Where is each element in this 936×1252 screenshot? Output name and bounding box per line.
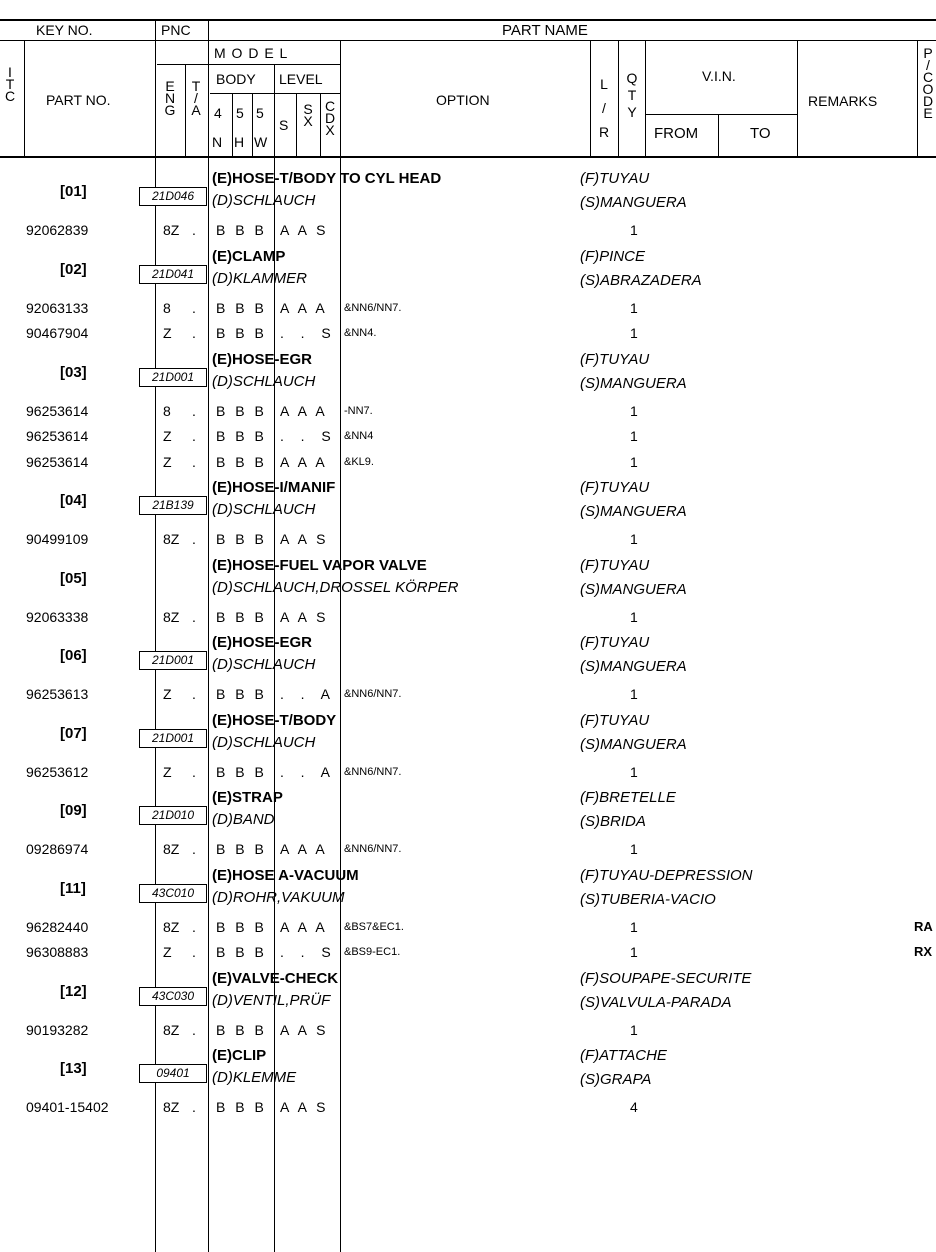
column-rule [296,93,297,156]
part-name-french: (F)TUYAU [580,350,650,368]
quantity: 1 [630,428,638,444]
eng-header [164,80,176,116]
pnc-code-box: 21D046 [139,187,207,206]
part-number: 92063133 [26,299,89,316]
quantity: 1 [630,944,638,960]
body-subcolumn-label: 5 [256,105,264,121]
header-letter: X [303,113,313,129]
column-rule [340,40,341,1252]
ta-code: . [192,428,196,444]
part-name-french: (F)SOUPAPE-SECURITE [580,969,752,987]
part-name-header: PART NAME [502,22,588,39]
quantity: 1 [630,686,638,702]
option-code: &NN6/NN7. [344,765,402,778]
level-codes: A A S [280,222,329,238]
header-letter: X [325,122,335,138]
part-number: 09401-15402 [26,1099,109,1115]
header-letter: P [923,45,933,61]
header-letter: R [598,124,610,140]
level-codes: A A A [280,299,328,316]
part-name-english: (E)CLIP [212,1047,267,1064]
body-codes: B B B [216,453,267,470]
column-rule [618,40,619,156]
header-letter: C [4,88,16,104]
engine-code: 8Z [163,1099,180,1115]
part-name-spanish: (S)MANGUERA [580,374,687,392]
header-letter: C [922,69,934,85]
part-name-english: (E)HOSE-T/BODY TO CYL HEAD [212,170,442,187]
level-header: LEVEL [279,71,323,87]
header-letter: A [191,102,201,118]
body-codes: B B B [216,918,267,935]
quantity: 1 [630,608,638,625]
header-letter: T [191,78,201,94]
part-name-french: (F)TUYAU-DEPRESSION [580,866,753,884]
ta-code: . [192,1021,196,1038]
part-number: 92062839 [26,222,89,238]
level-codes: . . A [280,763,333,780]
key-number: [01] [60,183,87,200]
vin-to-header: TO [750,125,771,142]
body-codes: B B B [216,841,267,857]
quantity: 1 [630,222,638,238]
header-letter: I [8,64,12,80]
level-codes: . . S [280,428,334,444]
remarks-header: REMARKS [808,93,878,109]
part-number: 96282440 [26,918,89,935]
engine-code: 8Z [163,222,180,238]
body-subcolumn-label: 5 [236,105,244,121]
column-rule [590,40,591,156]
engine-code: 8Z [163,918,180,935]
part-name-english: (E)HOSE-FUEL VAPOR VALVE [212,556,427,574]
header-letter: / [926,57,930,73]
pnc-code-box: 21D001 [139,368,207,387]
body-codes: B B B [216,1021,267,1038]
pnc-header: PNC [161,22,191,38]
part-name-french: (F)TUYAU [580,711,650,729]
header-letter: T [5,76,15,92]
rule [0,156,936,158]
key-number: [04] [60,492,87,509]
level-s-header: S [279,117,289,133]
header-letter: / [194,90,198,106]
part-name-spanish: (S)GRAPA [580,1071,652,1088]
part-name-spanish: (S)MANGUERA [580,658,687,675]
column-rule [232,93,233,156]
key-number: [09] [60,802,87,819]
column-rule [917,40,918,156]
part-name-english: (E)HOSE-I/MANIF [212,479,336,496]
quantity: 1 [630,531,638,547]
rule [0,19,936,21]
key-no-header: KEY NO. [36,22,93,38]
ta-code: . [192,944,196,960]
quantity: 1 [630,841,638,857]
part-name-german: (D)SCHLAUCH,DROSSEL KÖRPER [212,578,459,596]
part-name-spanish: (S)VALVULA-PARADA [580,993,732,1011]
part-name-english: (E)VALVE-CHECK [212,969,339,987]
body-subcolumn-label: N [212,134,223,150]
key-number: [05] [60,569,87,587]
part-name-spanish: (S)TUBERIA-VACIO [580,890,716,908]
body-codes: B B B [216,608,267,625]
part-name-english: (E)HOSE-T/BODY [212,711,337,729]
body-codes: B B B [216,1099,267,1115]
part-name-french: (F)BRETELLE [580,789,676,806]
part-number: 09286974 [26,841,89,857]
part-name-english: (E)STRAP [212,789,283,806]
body-codes: B B B [216,944,267,960]
engine-code: 8Z [163,1021,180,1038]
engine-code: Z [163,325,172,341]
quantity: 1 [630,402,638,419]
part-name-german: (D)SCHLAUCH [212,192,316,209]
part-name-french: (F)ATTACHE [580,1047,667,1064]
option-code: &BS9-EC1. [344,946,401,958]
header-letter: E [165,78,175,94]
ta-code: . [192,841,196,857]
engine-code: Z [163,453,172,470]
part-name-spanish: (S)ABRAZADERA [580,271,702,289]
part-name-german: (D)ROHR,VAKUUM [212,888,345,906]
part-name-spanish: (S)MANGUERA [580,580,687,598]
pnc-code-box: 43C030 [139,987,207,1006]
key-number: [03] [60,363,87,381]
key-number: [02] [60,260,87,278]
qty-header [626,70,638,121]
ta-code: . [192,763,196,780]
header-letter: C [324,98,336,114]
column-rule [185,64,186,156]
header-letter: D [922,93,934,109]
part-name-french: (F)TUYAU [580,634,650,651]
part-name-german: (D)KLEMME [212,1069,297,1086]
body-codes: B B B [216,402,267,419]
quantity: 1 [630,325,638,341]
ta-header [190,80,202,116]
part-name-spanish: (S)BRIDA [580,813,646,830]
header-letter: G [164,102,176,118]
key-number: [07] [60,724,87,742]
body-header: BODY [216,71,256,87]
column-rule [645,40,646,156]
body-subcolumn-label: W [254,134,268,150]
pnc-code-box: 21D041 [139,265,207,284]
quantity: 4 [630,1099,638,1115]
engine-code: 8 [163,299,171,316]
header-letter: E [923,105,933,121]
part-name-german: (D)SCHLAUCH [212,501,316,518]
level-codes: A A A [280,918,328,935]
ta-code: . [192,299,196,316]
level-codes: A A S [280,531,329,547]
header-letter: S [303,101,313,117]
ta-code: . [192,453,196,470]
key-number: [12] [60,982,87,1000]
part-name-french: (F)TUYAU [580,479,650,496]
option-code: &BS7&EC1. [344,920,404,933]
column-rule [320,93,321,156]
rule [645,114,797,115]
engine-code: Z [163,763,172,780]
quantity: 1 [630,453,638,470]
remark-code: RX [914,944,933,959]
part-name-french: (F)PINCE [580,247,645,265]
option-code: &NN6/NN7. [344,843,402,855]
level-cdx-header [324,100,336,136]
header-letter: D [324,110,336,126]
part-name-spanish: (S)MANGUERA [580,194,687,211]
option-code: &NN4. [344,327,377,339]
ta-code: . [192,918,196,935]
part-name-french: (F)TUYAU [580,170,650,187]
pnc-code-box: 21D001 [139,729,207,748]
header-letter: L [600,76,608,92]
engine-code: Z [163,428,172,444]
vin-from-header: FROM [654,125,699,142]
vin-header: V.I.N. [702,68,736,84]
part-number: 96308883 [26,944,89,960]
model-header: M O D E L [214,45,289,61]
level-codes: . . S [280,325,334,341]
part-number: 96253614 [26,402,89,419]
column-rule [718,114,719,156]
itc-header [4,66,16,102]
part-name-german: (D)KLAMMER [212,269,308,287]
ta-code: . [192,222,196,238]
pnc-code-box: 21D010 [139,806,207,825]
body-codes: B B B [216,763,267,780]
part-number: 90193282 [26,1021,89,1038]
quantity: 1 [630,299,638,316]
option-code: -NN7. [344,404,373,417]
ta-code: . [192,686,196,702]
part-name-english: (E)HOSE A-VACUUM [212,866,359,884]
lr-header [598,72,610,144]
level-codes: . . A [280,686,333,702]
engine-code: 8 [163,402,171,419]
part-name-english: (E)CLAMP [212,247,286,265]
part-number: 90467904 [26,325,89,341]
part-name-spanish: (S)MANGUERA [580,503,687,520]
quantity: 1 [630,763,638,780]
rule [0,40,936,41]
key-number: [06] [60,647,87,664]
column-rule [208,19,209,1252]
pnc-code-box: 09401 [139,1064,207,1083]
part-name-german: (D)SCHLAUCH [212,656,316,673]
quantity: 1 [630,1021,638,1038]
engine-code: 8Z [163,608,180,625]
level-codes: A A A [280,402,328,419]
key-number: [11] [60,879,86,897]
option-code: &NN4 [344,430,374,442]
part-number: 96253614 [26,428,89,444]
part-name-german: (D)VENTIL,PRÜF [212,991,331,1009]
header-letter: O [922,81,934,97]
column-rule [252,93,253,156]
part-name-english: (E)HOSE-EGR [212,350,313,368]
column-rule [24,40,25,156]
part-name-german: (D)BAND [212,811,275,828]
pnc-code-box: 21B139 [139,496,207,515]
remark-code: RA [914,918,933,934]
pcode-header [922,47,934,119]
option-code: &NN6/NN7. [344,688,402,700]
level-sx-header [302,103,314,127]
header-letter: T [627,87,637,103]
part-name-spanish: (S)MANGUERA [580,735,687,753]
body-subcolumn-label: 4 [214,105,222,121]
quantity: 1 [630,918,638,935]
ta-code: . [192,1099,196,1115]
part-number: 96253614 [26,453,89,470]
ta-code: . [192,402,196,419]
body-codes: B B B [216,686,267,702]
part-number: 90499109 [26,531,89,547]
body-codes: B B B [216,325,267,341]
header-letter: Y [627,104,637,120]
engine-code: Z [163,944,172,960]
header-letter: Q [626,70,638,86]
body-subcolumn-label: H [234,134,245,150]
engine-code: 8Z [163,841,180,857]
column-rule [797,40,798,156]
key-number: [13] [60,1060,87,1077]
option-header: OPTION [436,92,490,108]
level-codes: A A S [280,1021,329,1038]
part-no-header: PART NO. [46,92,111,108]
option-code: &KL9. [344,455,374,468]
part-name-english: (E)HOSE-EGR [212,634,313,651]
body-codes: B B B [216,531,267,547]
body-codes: B B B [216,428,267,444]
ta-code: . [192,325,196,341]
level-codes: A A A [280,841,328,857]
header-letter: / [602,100,606,116]
ta-code: . [192,608,196,625]
engine-code: Z [163,686,172,702]
part-number: 96253613 [26,686,89,702]
body-codes: B B B [216,299,267,316]
level-codes: A A S [280,1099,329,1115]
pnc-code-box: 43C010 [139,884,207,903]
level-codes: . . S [280,944,334,960]
level-codes: A A A [280,453,328,470]
option-code: &NN6/NN7. [344,301,402,314]
ta-code: . [192,531,196,547]
body-codes: B B B [216,222,267,238]
pnc-code-box: 21D001 [139,651,207,670]
level-codes: A A S [280,608,329,625]
header-letter: N [164,90,176,106]
part-name-german: (D)SCHLAUCH [212,733,316,751]
engine-code: 8Z [163,531,180,547]
part-number: 92063338 [26,608,89,625]
part-number: 96253612 [26,763,89,780]
part-name-german: (D)SCHLAUCH [212,372,316,390]
part-name-french: (F)TUYAU [580,556,650,574]
